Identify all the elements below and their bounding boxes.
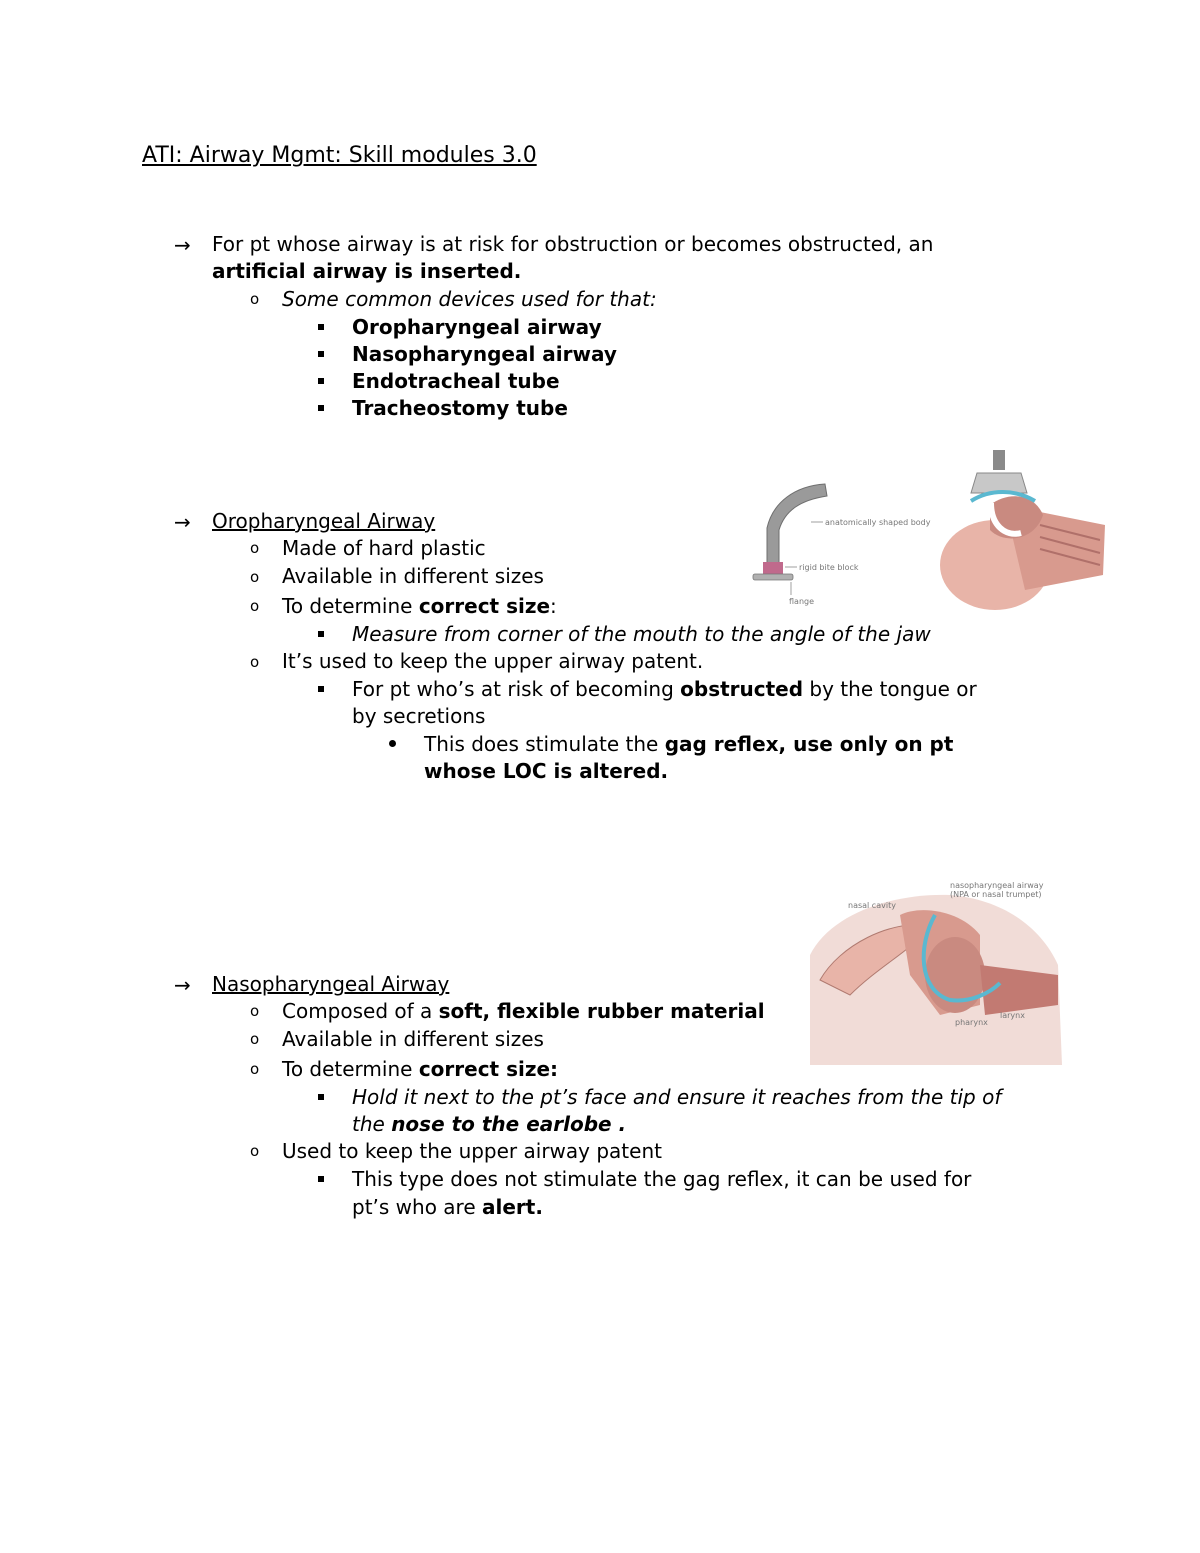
naso-size-bold: correct size: [418, 1057, 559, 1081]
airway-body [767, 484, 827, 570]
naso-use: Used to keep the upper airway patent [282, 1139, 662, 1163]
fig-label-npa: nasopharyngeal airway [950, 881, 1044, 890]
naso-hold-line: Hold it next to the pt’s face and ensure it reaches from the tip of [352, 1085, 1002, 1109]
sub-bullet: o [250, 1142, 260, 1160]
sub-bullet: o [250, 1002, 260, 1020]
intro-line: For pt whose airway is at risk for obstruction or becomes obstructed, an [212, 232, 934, 256]
naso-size-pre: To determine [282, 1057, 419, 1081]
fig-label-larynx: larynx [1000, 1011, 1025, 1020]
oro-item: Available in different sizes [282, 564, 544, 588]
device-item: Tracheostomy tube [352, 396, 568, 420]
naso-type-pre: pt’s who are [352, 1195, 482, 1219]
page-title: ATI: Airway Mgmt: Skill modules 3.0 [142, 143, 537, 168]
fig-label-npa-sub: (NPA or nasal trumpet) [950, 890, 1042, 899]
fig-label-body: anatomically shaped body [825, 518, 931, 527]
sub-bullet: o [250, 653, 260, 671]
device-item: Nasopharyngeal airway [352, 342, 617, 366]
square-bullet [318, 351, 324, 357]
naso-comp-pre: Composed of a [282, 999, 439, 1023]
square-bullet [318, 1176, 324, 1182]
fig-label-pharynx: pharynx [955, 1018, 988, 1027]
naso-size-line [282, 1059, 558, 1079]
oro-heading: Oropharyngeal Airway [212, 509, 436, 533]
oro-gag-bold: gag reflex, use only on pt [664, 732, 954, 756]
round-bullet [389, 740, 396, 747]
square-bullet [318, 686, 324, 692]
naso-hold-bold: nose to the earlobe [391, 1112, 612, 1136]
sub-bullet: o [250, 1060, 260, 1078]
fig-label-nasal-cavity: nasal cavity [848, 901, 896, 910]
naso-type-line: This type does not stimulate the gag reflex, it can be used for [352, 1167, 972, 1191]
naso-comp-bold: soft, flexible rubber material [438, 999, 765, 1023]
oro-size-bold: correct size [418, 594, 551, 618]
square-bullet [318, 378, 324, 384]
device-item: Endotracheal tube [352, 369, 560, 393]
oro-use: It’s used to keep the upper airway patent. [282, 649, 704, 673]
nasopharyngeal-anatomy-figure [800, 875, 1065, 1070]
square-bullet [318, 324, 324, 330]
device-handle [993, 450, 1005, 470]
oropharyngeal-airway-figure [745, 470, 935, 610]
sub-bullet: o [250, 1030, 260, 1048]
oro-gag-line2: whose LOC is altered. [424, 759, 669, 783]
oro-risk-line [352, 679, 977, 699]
naso-comp-line [282, 1001, 765, 1021]
oro-risk-line2: by secretions [352, 704, 486, 728]
sub-bullet: o [250, 597, 260, 615]
naso-hold-post: . [611, 1112, 627, 1136]
naso-hold-line2 [352, 1114, 626, 1134]
oro-size-pre: To determine [282, 594, 419, 618]
device-cup [971, 473, 1027, 493]
oro-item: Made of hard plastic [282, 536, 486, 560]
fig-label-bite-block: rigid bite block [799, 563, 859, 572]
devices-intro: Some common devices used for that: [282, 287, 657, 311]
naso-type-bold: alert. [482, 1195, 543, 1219]
naso-sizes: Available in different sizes [282, 1027, 544, 1051]
fig-label-flange: flange [789, 597, 815, 606]
naso-hold-pre: the [352, 1112, 392, 1136]
sub-bullet: o [250, 290, 260, 308]
oro-gag-line [424, 734, 953, 754]
flange [753, 574, 793, 580]
device-item: Oropharyngeal airway [352, 315, 602, 339]
arrow-bullet: → [174, 510, 191, 534]
oro-risk-post: by the tongue or [803, 677, 977, 701]
square-bullet [318, 1094, 324, 1100]
oro-risk-pre: For pt who’s at risk of becoming [352, 677, 681, 701]
arrow-bullet: → [174, 233, 191, 257]
sub-bullet: o [250, 539, 260, 557]
oro-gag-pre: This does stimulate the [424, 732, 665, 756]
square-bullet [318, 405, 324, 411]
oro-risk-bold: obstructed [680, 677, 804, 701]
oro-size-line [282, 596, 557, 616]
sub-bullet: o [250, 568, 260, 586]
naso-type-line2 [352, 1197, 543, 1217]
intro-line-bold: artificial airway is inserted. [212, 259, 522, 283]
naso-heading: Nasopharyngeal Airway [212, 972, 450, 996]
arrow-bullet: → [174, 973, 191, 997]
oro-size-post: : [550, 594, 557, 618]
oropharyngeal-anatomy-figure [935, 445, 1115, 615]
oro-measure: Measure from corner of the mouth to the angle of the jaw [352, 622, 931, 646]
square-bullet [318, 631, 324, 637]
